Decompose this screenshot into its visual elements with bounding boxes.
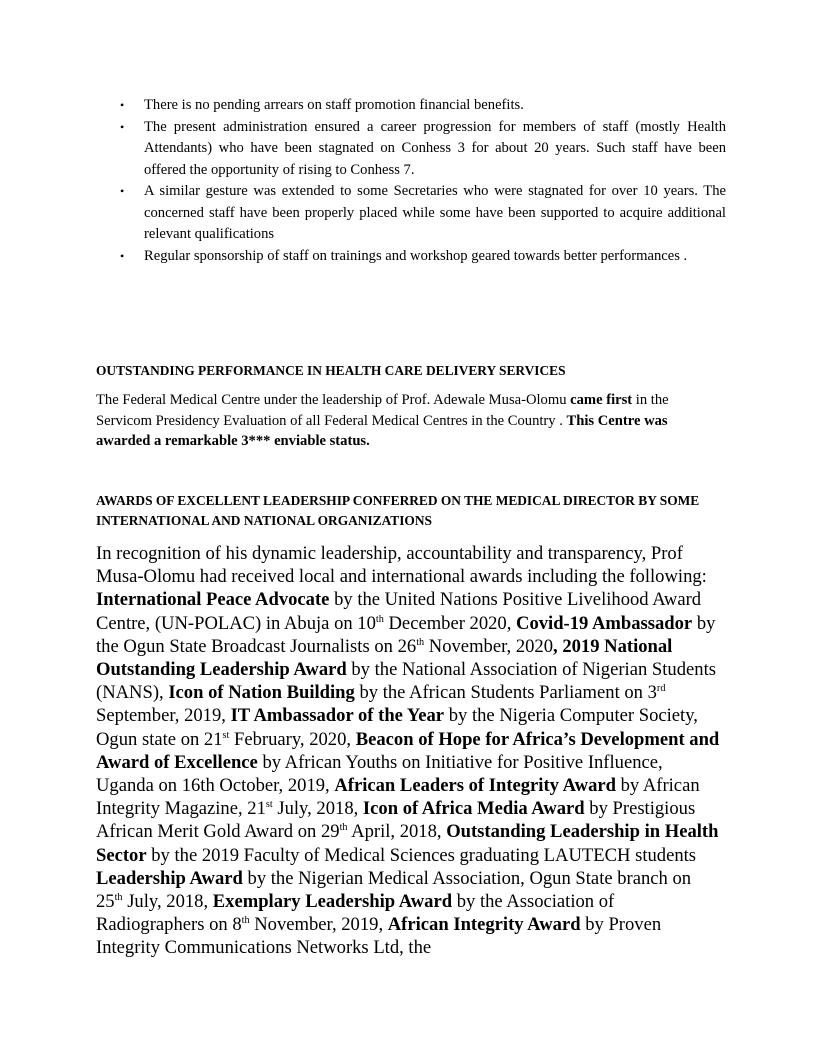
list-item: • Regular sponsorship of staff on trainings and workshop geared towards better performances . bbox=[96, 246, 726, 268]
list-item: • The present administration ensured a career progression for members of staff (mostly Health Attendants) who have been stagnated on Conhess 3 for about 20 years. Such staff have been offered the opportunity of rising to Conhess 7. bbox=[120, 118, 726, 178]
bullet-icon: • bbox=[120, 184, 125, 198]
section-heading-awards: AWARDS OF EXCELLENT LEADERSHIP CONFERRED ON THE MEDICAL DIRECTOR BY SOME INTERNATIONAL AND NATIONAL ORGANIZATIONS bbox=[96, 493, 700, 528]
section-heading-performance: OUTSTANDING PERFORMANCE IN HEALTH CARE DELIVERY SERVICES bbox=[96, 363, 566, 378]
bullet-icon: • bbox=[120, 248, 125, 263]
list-item: • There is no pending arrears on staff promotion financial benefits. bbox=[96, 95, 726, 117]
bullet-list bbox=[96, 95, 726, 267]
awards-paragraph: In recognition of his dynamic leadership, accountability and transparency, Prof Musa-Olomu had received local and international awards including the following: International Peace Advocate by the United Nations Positive Livelihood Award Centre, (UN-POLAC) in Abuja on 10th December 2020, Covid-19 Ambassador by the Ogun State Broadcast Journalists on 26th November, 2020, 2019 National Outstanding Leadership Award by the National Association of Nigerian Students (NANS), Icon of Nation Building by the African Students Parliament on 3rd September, 2019, IT Ambassador of the Year by the Nigeria Computer Society, Ogun state on 21st February, 2020, Beacon of Hope for Africa’s Development and Award of Excellence by African Youths on Initiative for Positive Influence, Uganda on 16th October, 2019, African Leaders of Integrity Award by African Integrity Magazine, 21st July, 2018, Icon of Africa Media Award by Prestigious African Merit Gold Award on 29th April, 2018, Outstanding Leadership in Health Sector by the 2019 Faculty of Medical Sciences graduating LAUTECH students Leadership Award by the Nigerian Medical Association, Ogun State branch on 25th July, 2018, Exemplary Leadership Award by the Association of Radiographers on 8th November, 2019, African Integrity Award by Proven Integrity Communications Networks Ltd, the bbox=[96, 543, 720, 959]
bullet-icon: • bbox=[120, 98, 125, 112]
performance-paragraph: The Federal Medical Centre under the leadership of Prof. Adewale Musa-Olomu came first in the Servicom Presidency Evaluation of all Federal Medical Centres in the Country . This Centre was awarded a remarkable 3*** enviable status. bbox=[96, 392, 669, 449]
bullet-icon: • bbox=[120, 119, 125, 134]
list-item: • A similar gesture was extended to some Secretaries who were stagnated for over 10 years. The concerned staff have been properly placed while some have been supported to acquire additional relevant qualifications bbox=[120, 183, 726, 242]
